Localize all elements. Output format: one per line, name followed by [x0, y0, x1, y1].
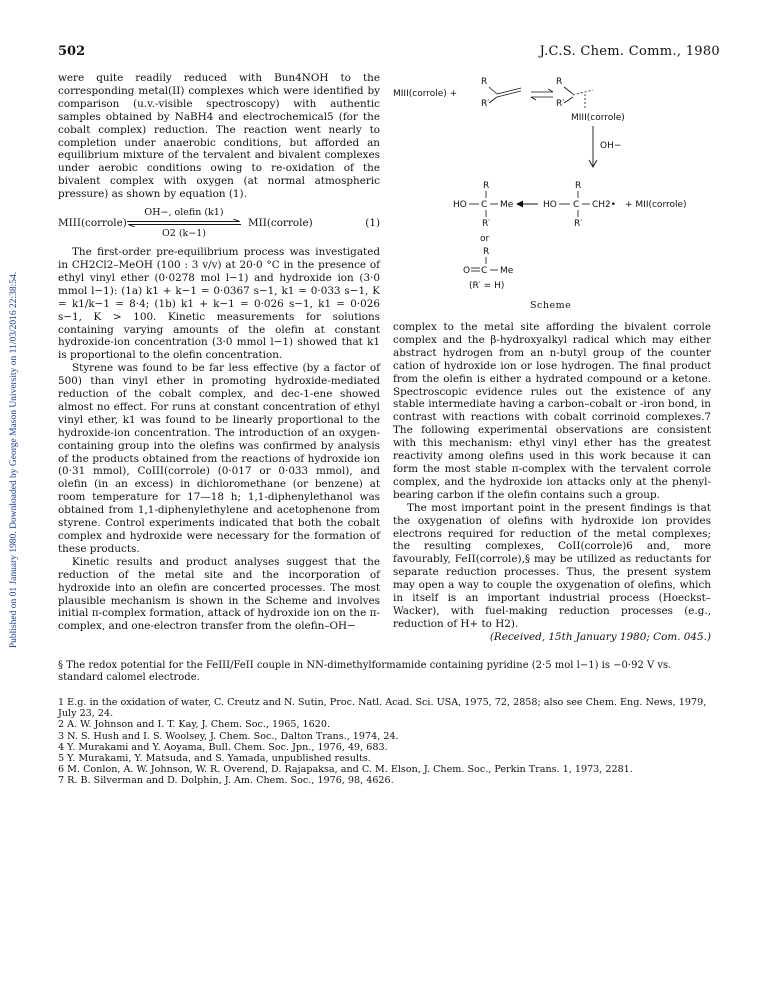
- paragraph: were quite readily reduced with Bun4NOH to the corresponding metal(II) complexes which were identified by comparison (u.v.-visible spectroscopy) with authentic samples obtained by NaBH4 and electrochemical5 (for the cobalt complex) reduction. The reaction went nearly to completion under anaerobic conditions, but afforded an equilibrium mixture of the tervalent and bivalent complexes under aerobic conditions owing to re-oxidation of the bivalent complex with oxygen (at normal atmospheric pressure) as shown by equation (1).: [58, 72, 380, 201]
- scheme-pi-complex-metal: MIII(corrole): [571, 113, 625, 123]
- reaction-scheme: [393, 70, 723, 300]
- scheme-r: R: [575, 181, 582, 191]
- reference-item: 7 R. B. Silverman and D. Dolphin, J. Am. Chem. Soc., 1976, 98, 4626.: [58, 775, 394, 787]
- page-number: 502: [58, 44, 86, 59]
- paragraph: complex to the metal site affording the bivalent corrole complex and the β-hydroxyalkyl radical which may either abstract hydrogen from an n-butyl group of the counter cation of hydroxide ion or lose hydrogen. The final product from the olefin is either a hydrated compound or a ketone. Spectroscopic evidence rules out the existence of any stable intermediate having a carbon–cobalt or -iron bond, in contrast with reactions with cobalt corrinoid complexes.7 The following experimental observations are consistent with this mechanism: ethyl vinyl ether has the greatest reactivity among olefins used in this work because it can form the most stable π-complex with the tervalent corrole complex, and the hydroxide ion attacks only at the phenyl-bearing carbon if the olefin contains such a group.: [393, 321, 711, 501]
- scheme-methyl: Me: [500, 266, 514, 276]
- journal-header: J.C.S. Chem. Comm., 1980: [539, 44, 720, 59]
- scheme-carbon: C: [573, 200, 580, 210]
- reference-item: 2 A. W. Johnson and I. T. Kay, J. Chem. Soc., 1965, 1620.: [58, 719, 331, 731]
- footnote: § The redox potential for the FeIII/FeII couple in NN-dimethylformamide containing pyridine (2·5 mol l−1) is −0·92 V vs. standard calomel electrode.: [58, 660, 672, 683]
- scheme-r-prime: R′: [556, 99, 565, 109]
- right-column: [393, 321, 711, 644]
- equation-number: (1): [365, 216, 380, 229]
- equation-rhs: MII(corrole): [248, 216, 313, 229]
- scheme-methyl: Me: [500, 200, 514, 210]
- scheme-r: R: [483, 181, 490, 191]
- scheme-r: R: [483, 247, 490, 257]
- scheme-r: R: [556, 77, 563, 87]
- reference-item: 4 Y. Murakami and Y. Aoyama, Bull. Chem. Soc. Jpn., 1976, 49, 683.: [58, 741, 388, 753]
- reference-item: 5 Y. Murakami, Y. Matsuda, and S. Yamada, unpublished results.: [58, 753, 371, 765]
- scheme-carbon: C: [481, 266, 488, 276]
- scheme-oxygen: O: [463, 266, 471, 276]
- scheme-condition: (R′ = H): [469, 281, 505, 291]
- scheme-or: or: [480, 234, 490, 244]
- scheme-radical: CH2•: [592, 200, 617, 210]
- forward-condition: OH−, olefin (k1): [144, 207, 224, 219]
- download-watermark: [6, 150, 22, 770]
- reference-item: 1 E.g. in the oxidation of water, C. Creutz and N. Sutin, Proc. Natl. Acad. Sci. USA, 1975, 72, 2858; also see Chem. Eng. News, 1979, July 23, 24.: [58, 697, 707, 720]
- left-column: [58, 72, 380, 633]
- download-notice: Published on 01 January 1980. Downloaded by George Mason University on 11/03/2016 22:38:54.: [9, 271, 19, 649]
- equation-1: [58, 207, 380, 239]
- scheme-r: R: [481, 77, 488, 87]
- paragraph: The most important point in the present findings is that the oxygenation of olefins with hydroxide ion provides electrons required for reduction of the metal complexes; the resulting complexes, CoII(corrole)6 and, more favourably, FeII(corrole),§ may be utilized as reductants for separate reduction processes. Thus, the present system may open a way to couple the oxygenation of olefins, which in itself is an important industrial process (Hoeckst–Wacker), with fuel-making reduction processes (e.g., reduction of H+ to H2).: [393, 501, 711, 630]
- reverse-condition: O2 (k−1): [161, 228, 207, 240]
- scheme-caption: Scheme: [530, 300, 572, 311]
- scheme-r-prime: R′: [482, 219, 491, 229]
- scheme-reactant: MIII(corrole) +: [393, 89, 458, 99]
- equation-lhs: MIII(corrole): [58, 216, 127, 229]
- paragraph: Styrene was found to be far less effective (by a factor of 500) than vinyl ether in promoting hydroxide-mediated reduction of the cobalt complex, and dec-1-ene showed almost no effect. For runs at constant concentration of ethyl vinyl ether, k1 was found to be linearly proportional to the hydroxide-ion concentration. The introduction of an oxygen-containing group into the olefins was confirmed by analysis of the products obtained from the reactions of hydroxide ion (0·31 mmol), CoIII(corrole) (0·017 or 0·033 mmol), and olefin (in an excess) in dichloromethane (or benzene) at room temperature for 17—18 h; 1,1-diphenylethanol was obtained from 1,1-diphenylethylene and acetophenone from styrene. Control experiments indicated that both the cobalt complex and hydroxide were necessary for the formation of these products.: [58, 362, 380, 555]
- scheme-product-metal: + MII(corrole): [625, 200, 687, 210]
- scheme-r-prime: R′: [574, 219, 583, 229]
- equilibrium-arrows: [120, 207, 248, 239]
- scheme-ho: HO: [453, 200, 467, 210]
- paragraph: Kinetic results and product analyses suggest that the reduction of the metal site and the incorporation of hydroxide into an olefin are concerted processes. The most plausible mechanism is shown in the Scheme and involves initial π-complex formation, attack of hydroxide ion on the π-complex, and one-electron transfer from the olefin–OH−: [58, 555, 380, 633]
- references: [58, 697, 718, 787]
- scheme-r-prime: R′: [481, 99, 490, 109]
- scheme-ho: HO: [543, 200, 557, 210]
- reference-item: 6 M. Conlon, A. W. Johnson, W. R. Overend, D. Rajapaksa, and C. M. Elson, J. Chem. Soc., Perkin Trans. 1, 1973, 2281.: [58, 764, 633, 776]
- paragraph: The first-order pre-equilibrium process was investigated in CH2Cl2–MeOH (100 : 3 v/v) at 20·0 °C in the presence of ethyl vinyl ether (0·0278 mol l−1) and hydroxide ion (3·0 mmol l−1): (1a) k1 + k−1 = 0·0367 s−1, k1 = 0·033 s−1, K = k1/k−1 = 8·4; (1b) k1 + k−1 = 0·026 s−1, k1 = 0·026 s−1, K > 100. Kinetic measurements for solutions containing varying amounts of the olefin at constant hydroxide-ion concentration (3·0 mmol l−1) showed that k1 is proportional to the olefin concentration.: [58, 246, 380, 362]
- reference-item: 3 N. S. Hush and I. S. Woolsey, J. Chem. Soc., Dalton Trans., 1974, 24.: [58, 730, 399, 742]
- scheme-carbon: C: [481, 200, 488, 210]
- received-date: (Received, 15th January 1980; Com. 045.): [489, 630, 711, 643]
- scheme-hydroxide: OH−: [600, 141, 622, 151]
- equilibrium-arrow-icon: [125, 219, 243, 227]
